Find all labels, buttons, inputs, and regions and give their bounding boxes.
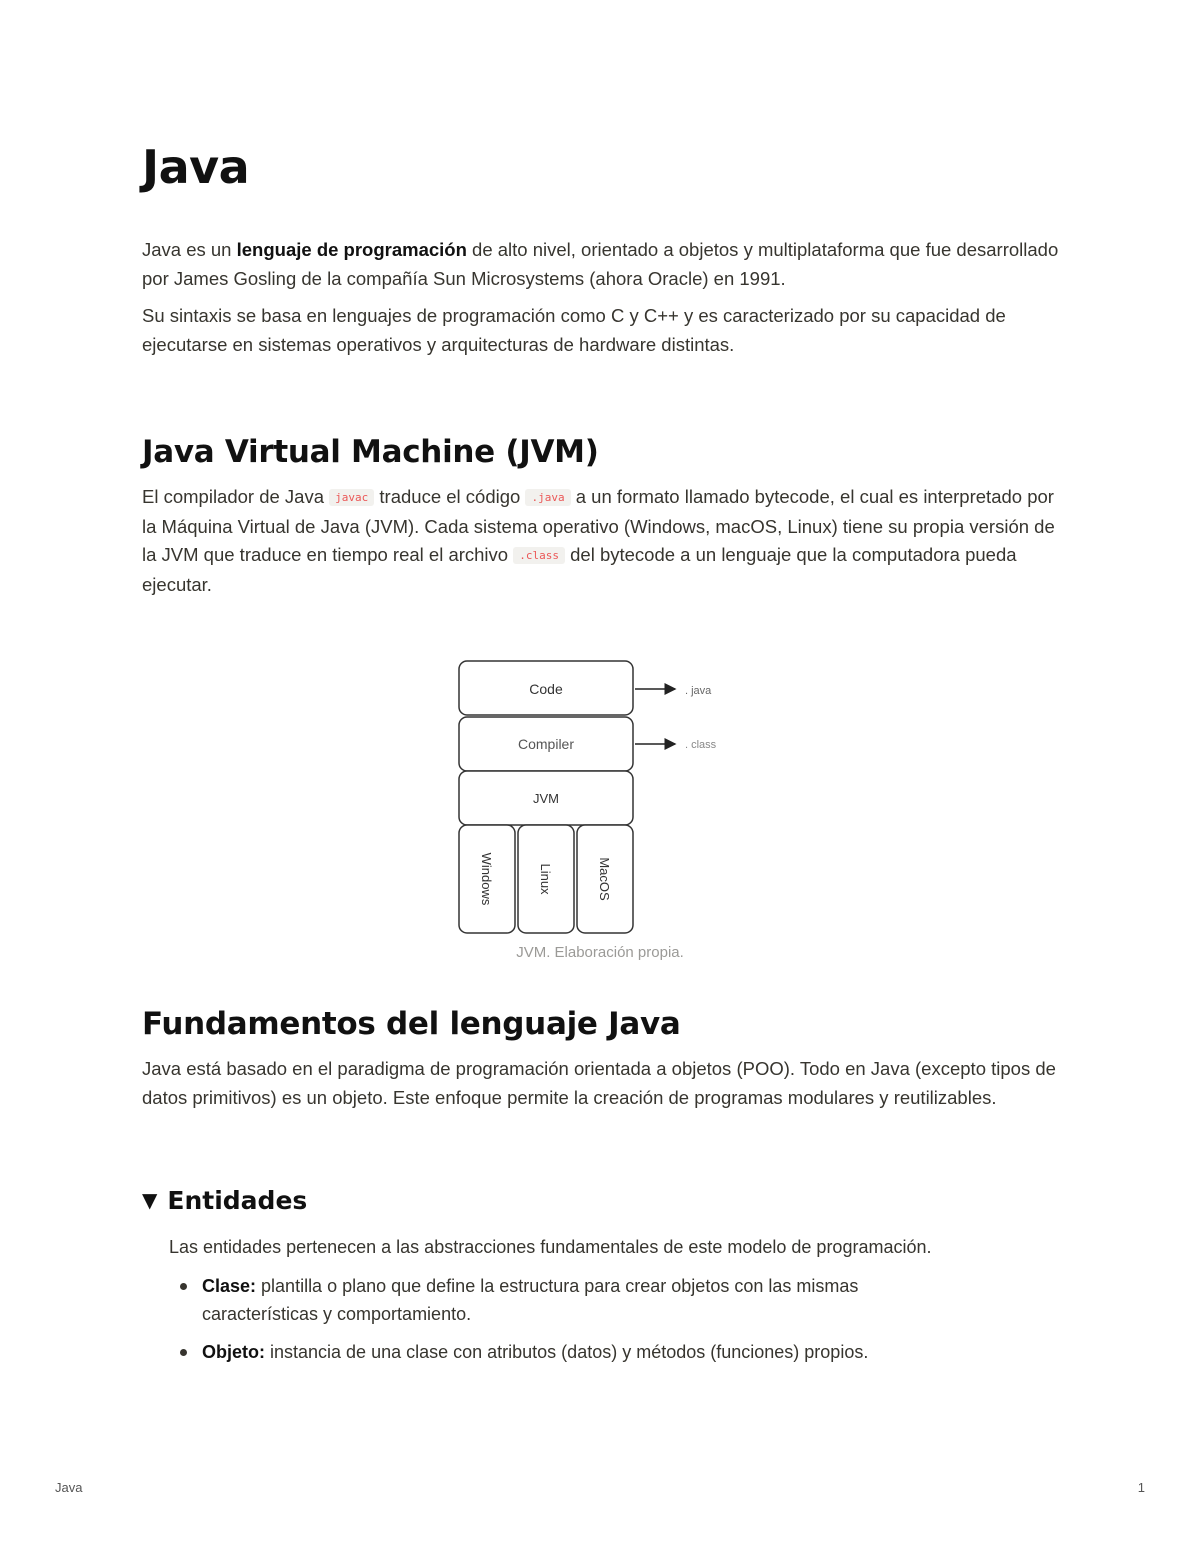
list-item xyxy=(180,1272,960,1328)
list-item xyxy=(180,1338,960,1366)
code-box-label: Code xyxy=(529,681,563,697)
compiler-box-label: Compiler xyxy=(517,736,575,752)
intro-paragraph-1: Java es un lenguaje de programación de alto nivel, orientado a objetos y multiplataforma que fue desarrollado por James Gosling de la compañía Sun Microsystems (ahora Oracle) en 1991. xyxy=(142,239,1059,289)
arrow-compiler-label: . class xyxy=(685,739,717,751)
os-label-macos: MacOS xyxy=(597,857,612,901)
intro-paragraph-2: Su sintaxis se basa en lenguajes de programación como C y C++ y es caracterizado por su capacidad de ejecutarse en sistemas operativos y arquitecturas de hardware distintas. xyxy=(142,305,1006,355)
fundamentals-paragraph: Java está basado en el paradigma de programación orientada a objetos (POO). Todo en Java (excepto tipos de datos primitivos) es un objeto. Este enfoque permite la creación de programas modulares y reutilizables. xyxy=(142,1058,1056,1108)
jvm-paragraph: El compilador de Java javac traduce el código .java a un formato llamado bytecode, el cual es interpretado por la Máquina Virtual de Java (JVM). Cada sistema operativo (Windows, macOS, Linux) tiene su propia versión de la JVM que traduce en tiempo real el archivo .class del bytecode a un lenguaje que la computadora pueda ejecutar. xyxy=(142,486,1055,595)
jvm-heading: Java Virtual Machine (JVM) xyxy=(142,434,599,470)
page-title: Java xyxy=(142,140,250,194)
inline-code-class: .class xyxy=(513,547,565,564)
jvm-diagram xyxy=(455,657,745,939)
entities-toggle-heading[interactable] xyxy=(142,1186,307,1215)
footer-page-number: 1 xyxy=(1137,1480,1145,1495)
list-desc: instancia de una clase con atributos (datos) y métodos (funciones) propios. xyxy=(265,1342,869,1362)
os-label-linux: Linux xyxy=(538,863,553,895)
jvm-box-label: JVM xyxy=(533,791,559,806)
entities-heading-label: Entidades xyxy=(167,1186,308,1215)
arrow-code-label: . java xyxy=(685,685,712,697)
list-term: Objeto: xyxy=(202,1342,265,1362)
toggle-triangle-icon[interactable]: ▼ xyxy=(142,1188,158,1212)
bullet-icon xyxy=(180,1283,187,1290)
figure-caption: JVM. Elaboración propia. xyxy=(516,944,684,961)
list-desc: plantilla o plano que define la estructura para crear objetos con las mismas características y comportamiento. xyxy=(202,1276,859,1324)
list-term: Clase: xyxy=(202,1276,257,1296)
os-label-windows: Windows xyxy=(479,852,494,906)
entities-list xyxy=(180,1272,960,1376)
fundamentals-heading: Fundamentos del lenguaje Java xyxy=(142,1006,681,1042)
bold-term: lenguaje de programación xyxy=(236,239,467,260)
inline-code-java: .java xyxy=(525,489,570,506)
inline-code-javac: javac xyxy=(329,489,374,506)
bullet-icon xyxy=(180,1349,187,1356)
entities-paragraph: Las entidades pertenecen a las abstracciones fundamentales de este modelo de programación. xyxy=(169,1237,932,1257)
footer-doc-title: Java xyxy=(55,1480,83,1495)
